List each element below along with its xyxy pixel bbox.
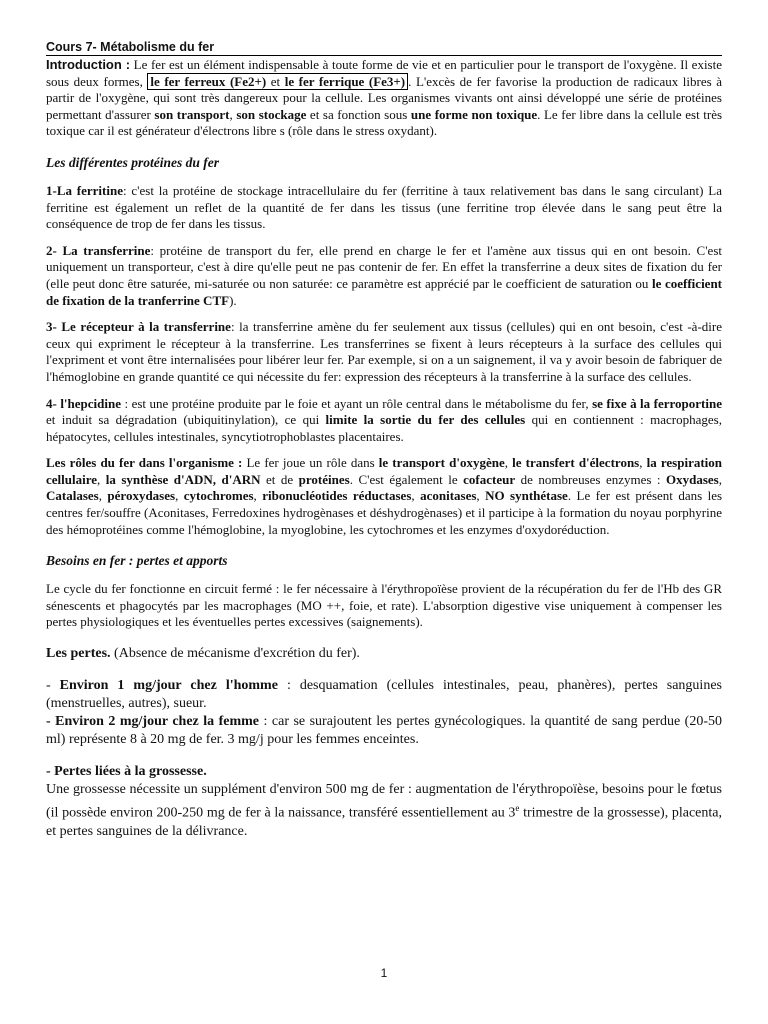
fer-ferreux: le fer ferreux (Fe2+) (150, 73, 267, 89)
intro-label: Introduction : (46, 57, 131, 72)
page-number: 1 (380, 966, 388, 980)
paragraph-transferrine: 2- La transferrine: protéine de transport du fer, elle prend en charge le fer et l'amène aux tissus qui en ont besoin. C'est uniquement un transporteur, c'est à dire qu'elle peut ne pas contenir de fer. En effet la transferrine a deux sites de fixation du fer (elle peut donc être saturée, mi-saturée ou non saturée: ce paramètre est apprécié par le coefficient de saturation ou le coefficient de fixation de la tranferrine CTF). (46, 242, 723, 308)
section-heading-besoins: Besoins en fer : pertes et apports (46, 553, 228, 569)
fe-forms-box: le fer ferreux (Fe2+) et le fer ferrique (Fe3+) (147, 73, 408, 90)
intro-paragraph: Introduction : Le fer est un élément indispensable à toute forme de vie et en particulier pour le transport de l'oxygène. Il existe sous deux formes, le fer ferreux (Fe2+) et le fer ferrique (Fe3+) . L'excès de fer favorise la production de radicaux libres à partir de l'oxygène, qui sont très dangereux pour la cellule. Les organismes vivants ont ainsi développé une série de protéines permettant d'assurer son transport, son stockage et sa fonction sous une forme non toxique. Le fer libre dans la cellule est très toxique car il est générateur d'électrons libre s (rôle dans le stress oxydant). (46, 57, 723, 139)
section-heading-proteins: Les différentes protéines du fer (46, 154, 219, 170)
paragraph-roles: Les rôles du fer dans l'organisme : Le fer joue un rôle dans le transport d'oxygène, le transfert d'électrons, la respiration cellulaire, la synthèse d'ADN, d'ARN et de protéines. C'est également le cofacteur de nombreuses enzymes : Oxydases, Catalases, péroxydases, cytochromes, ribonucléotides réductases, aconitases, NO synthétase. Le fer est présent dans les centres fer/souffre (Aconitases, Ferredoxines hydrogènases et déshydrogènases) et il participe à la formation du noyau porphyrine des hémoprotéines comme l'hémoglobine, la myoglobine, les cytochromes et les enzymes d'oxydoréduction. (46, 455, 723, 537)
paragraph-ferritine: 1-La ferritine: c'est la protéine de stockage intracellulaire du fer (ferritine à taux relativement bas dans le sang circulant) La ferritine est également un reflet de la quantité de fer dans les tissus (une ferritine trop élevée dans le sang peut être la conséquence de trop de fer dans les tissus. (46, 182, 722, 232)
paragraph-grossesse-title: - Pertes liées à la grossesse. (46, 764, 207, 780)
paragraph-pertes-title: Les pertes. (Absence de mécanisme d'excrétion du fer). (46, 646, 360, 662)
paragraph-recepteur: 3- Le récepteur à la transferrine: la transferrine amène du fer seulement aux tissus (cellules) qui en ont besoin, c'est -à-dire ceux qui expriment le récepteur à la transferrine. Les transferrines se fixent à leurs récepteurs à la surface des cellules qui l'expriment et vont être internalisées pour libérer leur fer. Par exemple, si on a un saignement, il va y avoir besoin de fabriquer de l'hémoglobine en grande quantité ce qui nécessite du fer: expression des récepteurs à la transferrine à la surface des cellules. (46, 319, 722, 384)
paragraph-cycle: Le cycle du fer fonctionne en circuit fermé : le fer nécessaire à l'érythropoïèse provient de la récupération du fer de l'Hb des GR sénescents et phagocytés par les macrophages (MO ++, foie, et rate). L'absorption digestive vise uniquement à compenser les pertes physiologiques et les éventuelles pertes excessives (saignements). (46, 581, 722, 630)
paragraph-hepcidine: 4- l'hepcidine : est une protéine produite par le foie et ayant un rôle central dans le métabolisme du fer, se fixe à la ferroportine et induit sa dégradation (ubiquitinylation), ce qui limite la sortie du fer des cellules qui en contiennent : macrophages, hépatocytes, cellules intestinales, syncytiotrophoblastes placentaires. (46, 395, 722, 444)
paragraph-grossesse: Une grossesse nécessite un supplément d'environ 500 mg de fer : augmentation de l'érythropoïèse, besoins pour le fœtus (il possède environ 200-250 mg de fer à la naissance, transféré essentiellement au 3e trimestre de la grossesse), placenta, et pertes sanguines de la délivrance. (46, 782, 722, 839)
document-page (46, 40, 722, 841)
paragraph-femme: - Environ 2 mg/jour chez la femme : car se surajoutent les pertes gynécologiques. la quantité de sang perdue (20-50 ml) représente 8 à 20 mg de fer. 3 mg/j pour les femmes enceintes. (46, 714, 723, 748)
fer-ferrique: le fer ferrique (Fe3+) (284, 73, 406, 89)
paragraph-homme: - Environ 1 mg/jour chez l'homme : desquamation (cellules intestinales, peau, phanères), pertes sanguines (menstruelles, autres), sueur. (46, 678, 722, 712)
course-header: Cours 7- Métabolisme du fer (46, 40, 722, 56)
